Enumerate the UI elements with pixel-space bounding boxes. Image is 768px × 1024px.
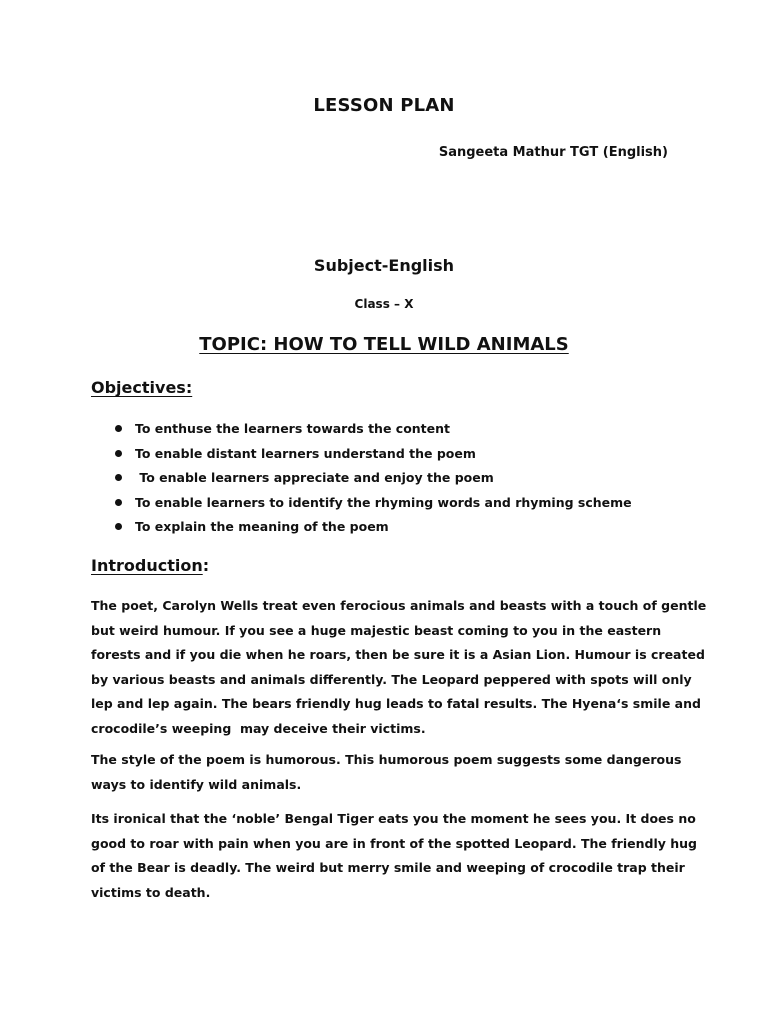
paragraph-line: Its ironical that the ‘noble’ Bengal Tiger eats you the moment he sees you. It does no bbox=[91, 811, 696, 826]
objective-text: To enable distant learners understand the poem bbox=[135, 445, 476, 461]
bullet-icon bbox=[115, 523, 122, 530]
list-item bbox=[111, 444, 632, 469]
list-item bbox=[111, 419, 632, 444]
objective-text: To explain the meaning of the poem bbox=[135, 519, 389, 534]
objectives-heading-text: Objectives: bbox=[91, 378, 193, 397]
list-item bbox=[111, 468, 632, 493]
paragraph-line: lep and lep again. The bears friendly hug leads to fatal results. The Hyena‘s smile and bbox=[91, 696, 701, 711]
paragraph-line: crocodile’s weeping may deceive their victims. bbox=[91, 720, 426, 736]
paragraph-line: good to roar with pain when you are in front of the spotted Leopard. The friendly hug bbox=[91, 835, 697, 851]
objectives-heading bbox=[91, 378, 192, 397]
intro-paragraph-2 bbox=[91, 748, 691, 797]
objective-text: To enable learners appreciate and enjoy the poem bbox=[135, 470, 494, 485]
objective-text: To enthuse the learners towards the content bbox=[135, 421, 451, 436]
document-title: LESSON PLAN bbox=[313, 95, 455, 116]
objective-text: To enable learners to identify the rhyming words and rhyming scheme bbox=[135, 494, 632, 510]
class-line: Class – X bbox=[354, 297, 414, 311]
topic-heading: TOPIC: HOW TO TELL WILD ANIMALS bbox=[199, 334, 569, 355]
paragraph-line: by various beasts and animals differently. The Leopard peppered with spots will only bbox=[91, 671, 692, 687]
paragraph-line: forests and if you die when he roars, then be sure it is a Asian Lion. Humour is created bbox=[91, 647, 705, 662]
paragraph-line: of the Bear is deadly. The weird but merry smile and weeping of crocodile trap their bbox=[91, 860, 685, 875]
paragraph-line: The poet, Carolyn Wells treat even ferocious animals and beasts with a touch of gentle bbox=[91, 598, 707, 613]
introduction-heading bbox=[91, 556, 209, 575]
bullet-icon bbox=[115, 425, 122, 432]
paragraph-line: but weird humour. If you see a huge majestic beast coming to you in the eastern bbox=[91, 622, 662, 638]
paragraph-line: ways to identify wild animals. bbox=[91, 776, 302, 792]
subject-line: Subject-English bbox=[313, 256, 455, 275]
author-line: Sangeeta Mathur TGT (English) bbox=[438, 145, 668, 160]
bullet-icon bbox=[115, 474, 122, 481]
list-item bbox=[111, 517, 632, 542]
list-item bbox=[111, 493, 632, 518]
bullet-icon bbox=[115, 499, 122, 506]
intro-paragraph-3 bbox=[91, 807, 697, 905]
bullet-icon bbox=[115, 450, 122, 457]
introduction-heading-colon: : bbox=[202, 556, 210, 575]
paragraph-line: The style of the poem is humorous. This humorous poem suggests some dangerous bbox=[91, 752, 682, 767]
introduction-heading-text: Introduction bbox=[91, 556, 203, 575]
paragraph-line: victims to death. bbox=[91, 884, 211, 900]
objectives-list bbox=[111, 419, 632, 542]
intro-paragraph-1 bbox=[91, 594, 707, 741]
